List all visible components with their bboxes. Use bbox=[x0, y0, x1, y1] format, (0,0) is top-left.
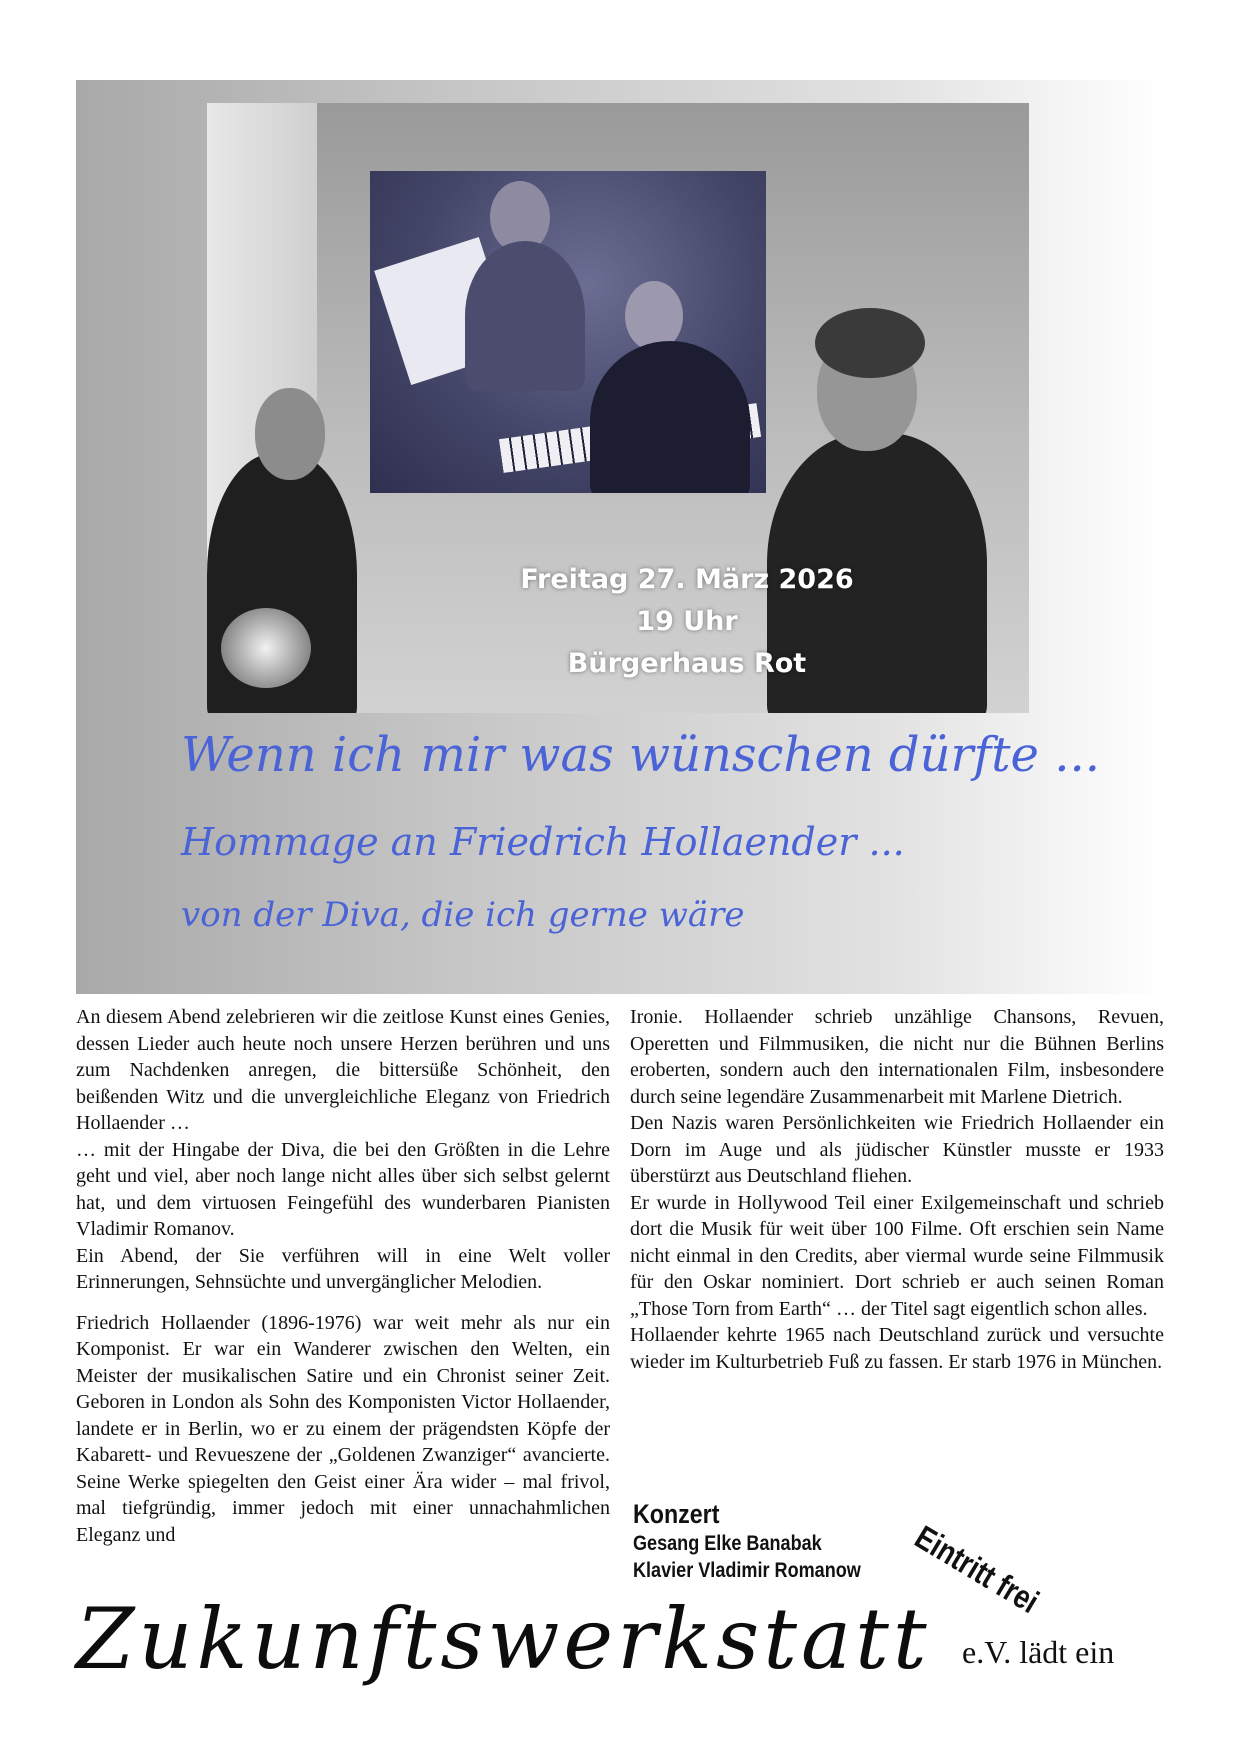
concert-credits bbox=[633, 1498, 861, 1584]
event-tagline: von der Diva, die ich gerne wäre bbox=[181, 895, 745, 935]
body-column-right bbox=[630, 1004, 1164, 1375]
event-venue: Bürgerhaus Rot bbox=[567, 648, 807, 679]
organization-name: Zukunftswerkstatt bbox=[76, 1590, 931, 1688]
invite-text: e.V. lädt ein bbox=[962, 1634, 1115, 1670]
performers-photo bbox=[207, 103, 1029, 713]
paragraph: Ein Abend, der Sie verführen will in eine Welt voller Erinnerungen, Sehnsüchte und unvergänglicher Melodien. bbox=[76, 1244, 610, 1293]
event-time: 19 Uhr bbox=[636, 606, 738, 637]
paragraph: … mit der Hingabe der Diva, die bei den Größten in die Lehre geht und viel, aber noch lange nicht alles über sich selbst gelernt hat, und dem virtuosen Feingefühl des wunderbaren Pianisten Vladimir Romanov. bbox=[76, 1138, 610, 1240]
paragraph: Den Nazis waren Persönlichkeiten wie Friedrich Hollaender ein Dorn im Auge und als jüdischer Künstler musste er 1933 überstürzt aus Deutschland fliehen. bbox=[630, 1112, 1164, 1187]
singer-hair bbox=[815, 308, 925, 378]
event-subtitle: Hommage an Friedrich Hollaender ... bbox=[181, 820, 905, 864]
historical-pianist-figure bbox=[590, 341, 750, 493]
diva-figure bbox=[465, 241, 585, 391]
paragraph: Ironie. Hollaender schrieb unzählige Chansons, Revuen, Operetten und Filmmusiken, die nicht nur die Bühnen Berlins eroberten, sondern auch den internationalen Film, insbesondere durch seine legendäre Zusammenarbeit mit Marlene Dietrich. bbox=[630, 1006, 1164, 1108]
concert-piano: Klavier Vladimir Romanow bbox=[633, 1559, 861, 1582]
concert-heading: Konzert bbox=[633, 1499, 720, 1529]
event-details bbox=[507, 559, 867, 685]
pianist-head bbox=[255, 388, 325, 480]
event-title: Wenn ich mir was wünschen dürfte ... bbox=[181, 727, 1100, 783]
paragraph: Friedrich Hollaender (1896-1976) war weit mehr als nur ein Komponist. Er war ein Wanderer zwischen den Welten, ein Meister der musikalischen Satire und ein Chronist seiner Zeit. Geboren in London als Sohn des Komponisten Victor Hollaender, landete er in Berlin, wo er zu einem der prägendsten Köpfe der Kabarett- und Revueszene der „Goldenen Zwanziger“ avancierte. Seine Werke spiegelten den Geist einer Ära wider – mal frivol, mal tiefgründig, immer jedoch mit einer unnachahmlichen Eleganz und bbox=[76, 1311, 610, 1546]
event-date: Freitag 27. März 2026 bbox=[520, 564, 854, 595]
historical-photo-inset bbox=[370, 171, 766, 493]
flower-bouquet bbox=[221, 608, 311, 688]
header-banner bbox=[76, 80, 1164, 994]
paragraph: Hollaender kehrte 1965 nach Deutschland zurück und versuchte wieder im Kulturbetrieb Fuß zu fassen. Er starb 1976 in München. bbox=[630, 1324, 1164, 1373]
paragraph: Er wurde in Hollywood Teil einer Exilgemeinschaft und schrieb dort die Musik für weit über 100 Filme. Oft erschien sein Name nicht einmal in den Credits, aber viermal wurde seine Filmmusik für den Oskar nominiert. Dort schrieb er auch seinen Roman „Those Torn from Earth“ … der Titel sagt eigentlich schon alles. bbox=[630, 1191, 1164, 1320]
body-column-left bbox=[76, 1004, 610, 1548]
paragraph: An diesem Abend zelebrieren wir die zeitlose Kunst eines Genies, dessen Lieder auch heute noch unsere Herzen berühren und uns zum Nachdenken anregen, die bittersüße Schönheit, den beißenden Witz und die unvergleichliche Eleganz von Friedrich Hollaender … bbox=[76, 1006, 610, 1134]
free-admission-label: Eintritt frei bbox=[908, 1518, 1046, 1621]
concert-vocals: Gesang Elke Banabak bbox=[633, 1532, 822, 1555]
